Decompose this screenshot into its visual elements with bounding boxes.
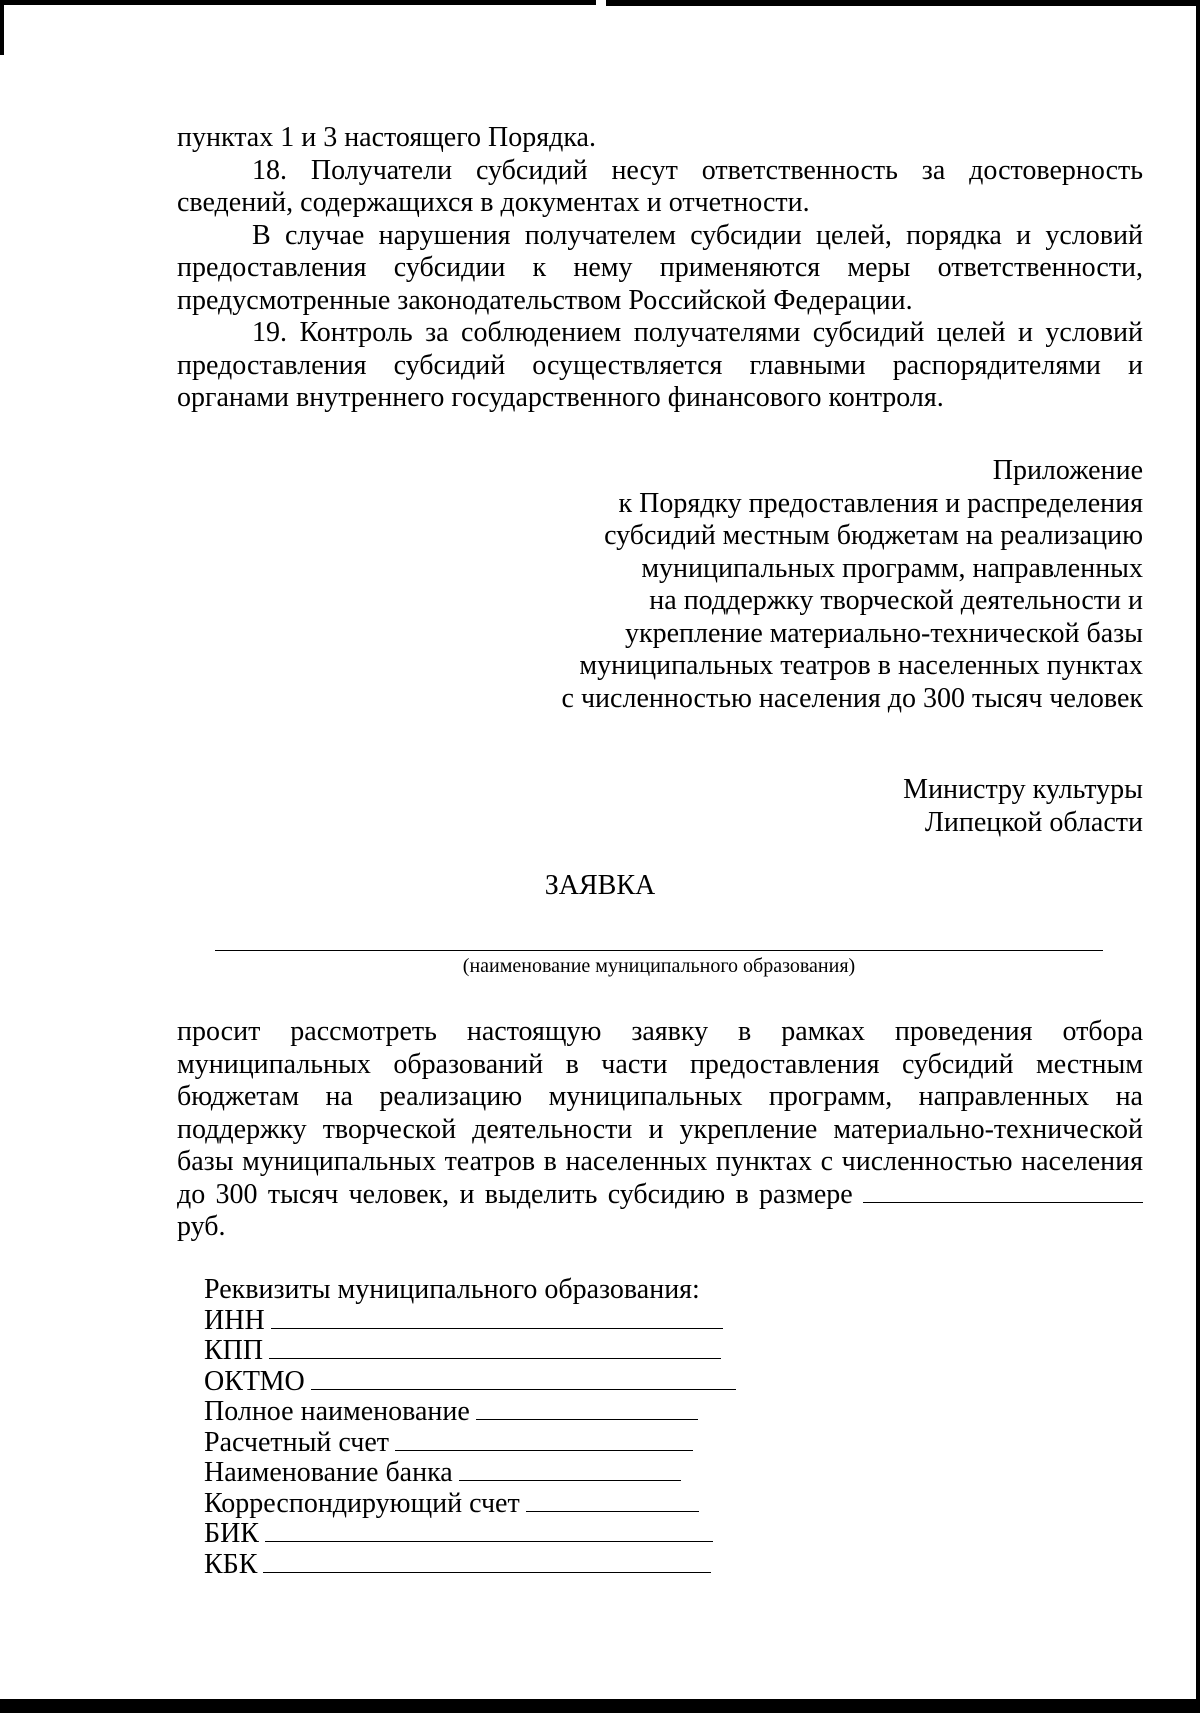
- kbk-field[interactable]: [263, 1550, 711, 1573]
- requisites-block: [204, 1275, 736, 1580]
- kpp-field[interactable]: [269, 1336, 721, 1359]
- requisite-label: Расчетный счет: [204, 1426, 390, 1458]
- requisite-row-bank: [204, 1458, 736, 1489]
- municipality-name-caption: (наименование муниципального образования): [462, 955, 856, 977]
- account-field[interactable]: [395, 1428, 693, 1451]
- scan-border-top-left: [0, 0, 596, 5]
- municipality-name-field[interactable]: [215, 950, 1103, 951]
- scan-border-left: [0, 0, 4, 55]
- appendix-line: к Порядку предоставления и распределения: [618, 487, 1143, 519]
- requisites-heading: Реквизиты муниципального образования:: [204, 1274, 700, 1305]
- request-text: просит рассмотреть настоящую заявку в рамках проведения отбора муниципальных образований в части предоставления субсидий местным бюджетам на реализацию муниципальных программ, направленных на поддержку творческой деятельности и укрепление материально-технической базы муниципальных театров в населенных пунктах с численностью населения до 300 тысяч человек, и выделить субсидию в размере: [177, 1016, 1143, 1210]
- appendix-line: на поддержку творческой деятельности и: [649, 585, 1143, 616]
- recipient-line: Липецкой области: [924, 806, 1143, 838]
- scan-border-right: [1196, 0, 1200, 1713]
- requisite-label: Полное наименование: [204, 1396, 470, 1427]
- requisite-row-oktmo: [204, 1367, 736, 1398]
- bik-field[interactable]: [265, 1519, 713, 1542]
- appendix-line: с численностью населения до 300 тысяч человек: [561, 682, 1143, 714]
- paragraph-19: 19. Контроль за соблюдением получателями субсидий целей и условий предоставления субсидий осуществляется главными распорядителями и органами внутреннего государственного финансового контроля.: [177, 317, 1143, 413]
- recipient-block: [903, 774, 1143, 839]
- inn-field[interactable]: [271, 1306, 723, 1329]
- recipient-line: Министру культуры: [903, 774, 1143, 805]
- oktmo-field[interactable]: [311, 1367, 736, 1390]
- appendix-line: муниципальных театров в населенных пунктах: [579, 650, 1143, 681]
- document-title: ЗАЯВКА: [544, 870, 656, 901]
- scan-border-top-right: [606, 0, 1200, 6]
- requisite-row-inn: [204, 1306, 736, 1337]
- bank-name-field[interactable]: [459, 1458, 681, 1481]
- requisite-row-kpp: [204, 1336, 736, 1367]
- requisite-row-corr-account: [204, 1489, 736, 1520]
- paragraph-continuation: пунктах 1 и 3 настоящего Порядка.: [177, 122, 596, 153]
- requisite-row-bik: [204, 1519, 736, 1550]
- requisite-label: Корреспондирующий счет: [204, 1487, 520, 1519]
- requisite-row-kbk: [204, 1550, 736, 1581]
- paragraph-violation: В случае нарушения получателем субсидии целей, порядка и условий предоставления субсидии к нему применяются меры ответственности, предусмотренные законодательством Российской Федерации.: [177, 219, 1143, 316]
- subsidy-amount-field[interactable]: [863, 1180, 1143, 1203]
- requisite-label: ОКТМО: [204, 1365, 305, 1397]
- requisite-row-full-name: [204, 1397, 736, 1428]
- requisite-label: Наименование банка: [204, 1457, 453, 1488]
- appendix-line: муниципальных программ, направленных: [641, 552, 1143, 584]
- request-paragraph: [177, 1016, 1143, 1244]
- requisite-label: КБК: [204, 1548, 258, 1580]
- requisite-label: КПП: [204, 1335, 264, 1366]
- full-name-field[interactable]: [476, 1397, 698, 1420]
- appendix-line: Приложение: [992, 455, 1143, 486]
- appendix-line: субсидий местным бюджетам на реализацию: [604, 520, 1143, 551]
- appendix-line: укрепление материально-технической базы: [624, 617, 1143, 649]
- document-body: [177, 122, 1143, 415]
- request-unit: руб.: [177, 1211, 226, 1242]
- appendix-header: [562, 455, 1143, 715]
- scan-border-bottom: [0, 1699, 1200, 1713]
- requisite-label: ИНН: [204, 1304, 265, 1336]
- requisite-row-account: [204, 1428, 736, 1459]
- corr-account-field[interactable]: [526, 1489, 699, 1512]
- paragraph-18: 18. Получатели субсидий несут ответственность за достоверность сведений, содержащихся в документах и отчетности.: [177, 154, 1143, 218]
- requisite-label: БИК: [204, 1518, 259, 1549]
